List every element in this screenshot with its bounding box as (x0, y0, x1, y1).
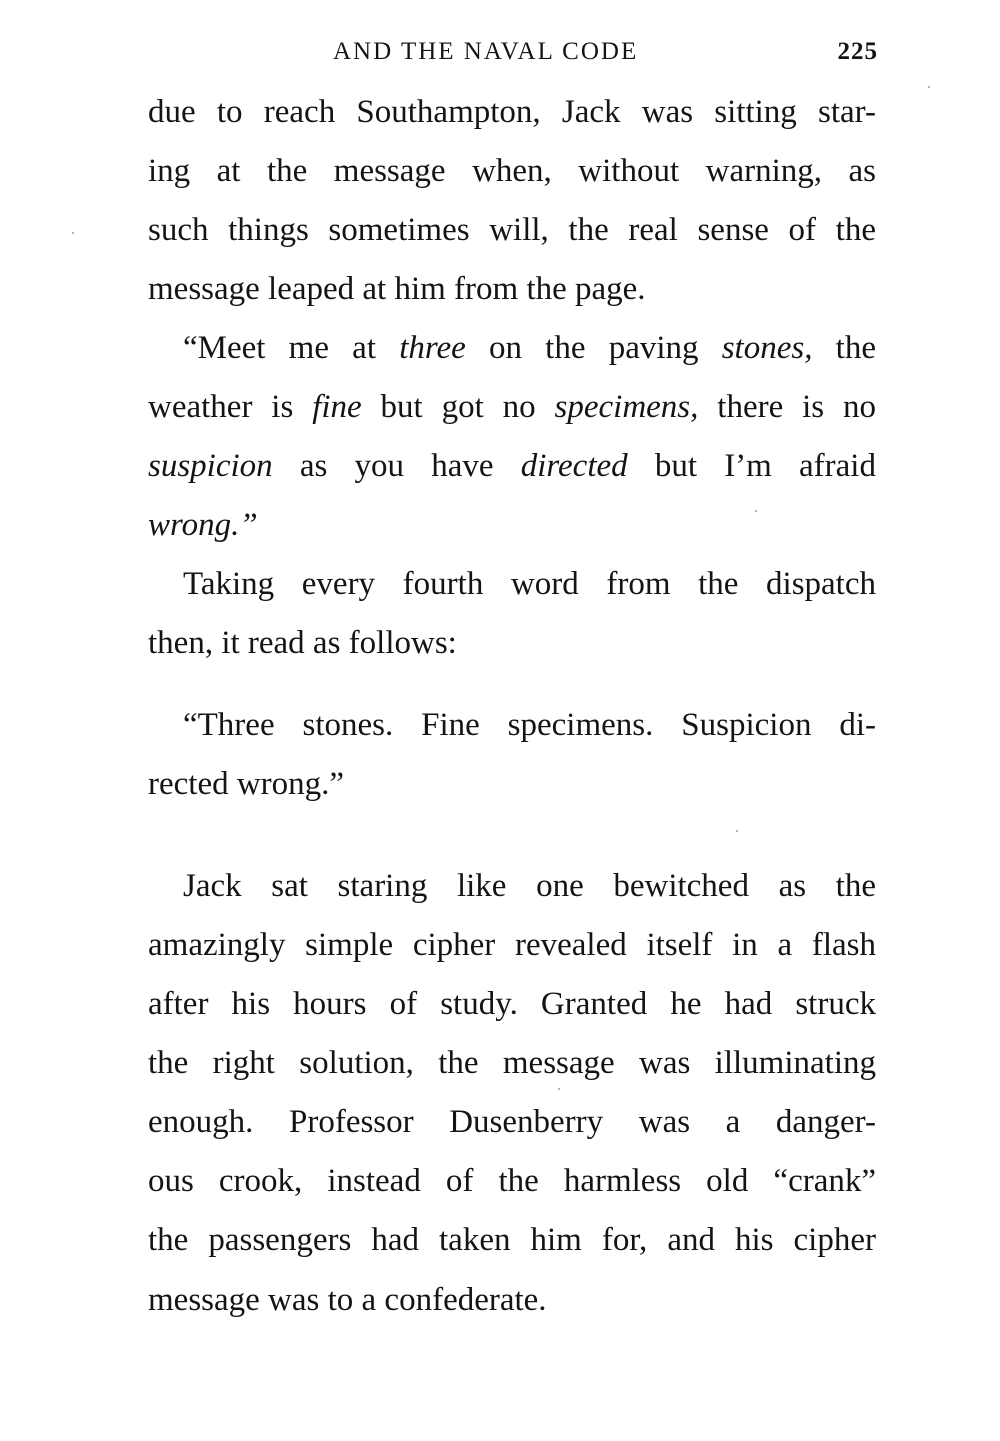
italic-word: specimens, (554, 389, 699, 425)
scan-speck (558, 1088, 560, 1090)
text-line (148, 446, 876, 486)
text-line: message leaped at him from the page. (148, 271, 646, 307)
italic-word: fine (312, 389, 362, 425)
text-run: there is no (698, 389, 876, 425)
italic-word: suspicion (148, 448, 273, 484)
text-run: the (812, 330, 876, 366)
running-head: AND THE NAVAL CODE (333, 38, 639, 65)
text-line: the right solution, the message was illuminating (148, 1045, 876, 1081)
text-line: such things sometimes will, the real sense of the (148, 212, 876, 248)
text-run: as you have (272, 448, 521, 484)
scan-speck (928, 86, 930, 88)
text-line: Taking every fourth word from the dispatch (183, 566, 876, 602)
scan-speck (755, 510, 757, 512)
text-line (148, 387, 876, 427)
text-line: “Three stones. Fine specimens. Suspicion di- (183, 707, 876, 743)
text-run: but got no (361, 389, 555, 425)
text-line: rected wrong.” (148, 766, 345, 802)
italic-word: directed (520, 448, 628, 484)
text-line: then, it read as follows: (148, 625, 457, 661)
page-number: 225 (837, 38, 878, 65)
text-line (148, 505, 876, 545)
italic-word: wrong.” (148, 507, 258, 543)
text-line: message was to a confederate. (148, 1282, 547, 1318)
text-run: but I’m afraid (627, 448, 876, 484)
text-run: weather is (148, 389, 313, 425)
scan-speck (72, 232, 74, 234)
text-line: Jack sat staring like one bewitched as the (183, 868, 876, 904)
text-run: “Meet me at (183, 330, 400, 366)
text-line: ing at the message when, without warning, as (148, 153, 876, 189)
text-line: enough. Professor Dusenberry was a danger- (148, 1104, 876, 1140)
page-header (148, 38, 878, 78)
text-line: the passengers had taken him for, and his cipher (148, 1222, 876, 1258)
text-run: on the paving (465, 330, 722, 366)
italic-word: three (399, 330, 466, 366)
text-line: ous crook, instead of the harmless old “crank” (148, 1163, 876, 1199)
text-line: due to reach Southampton, Jack was sitting star- (148, 94, 876, 130)
italic-word: stones, (721, 330, 813, 366)
text-line: amazingly simple cipher revealed itself in a flash (148, 927, 876, 963)
text-line: after his hours of study. Granted he had struck (148, 986, 876, 1022)
text-line (183, 328, 876, 368)
scan-speck (736, 830, 738, 832)
